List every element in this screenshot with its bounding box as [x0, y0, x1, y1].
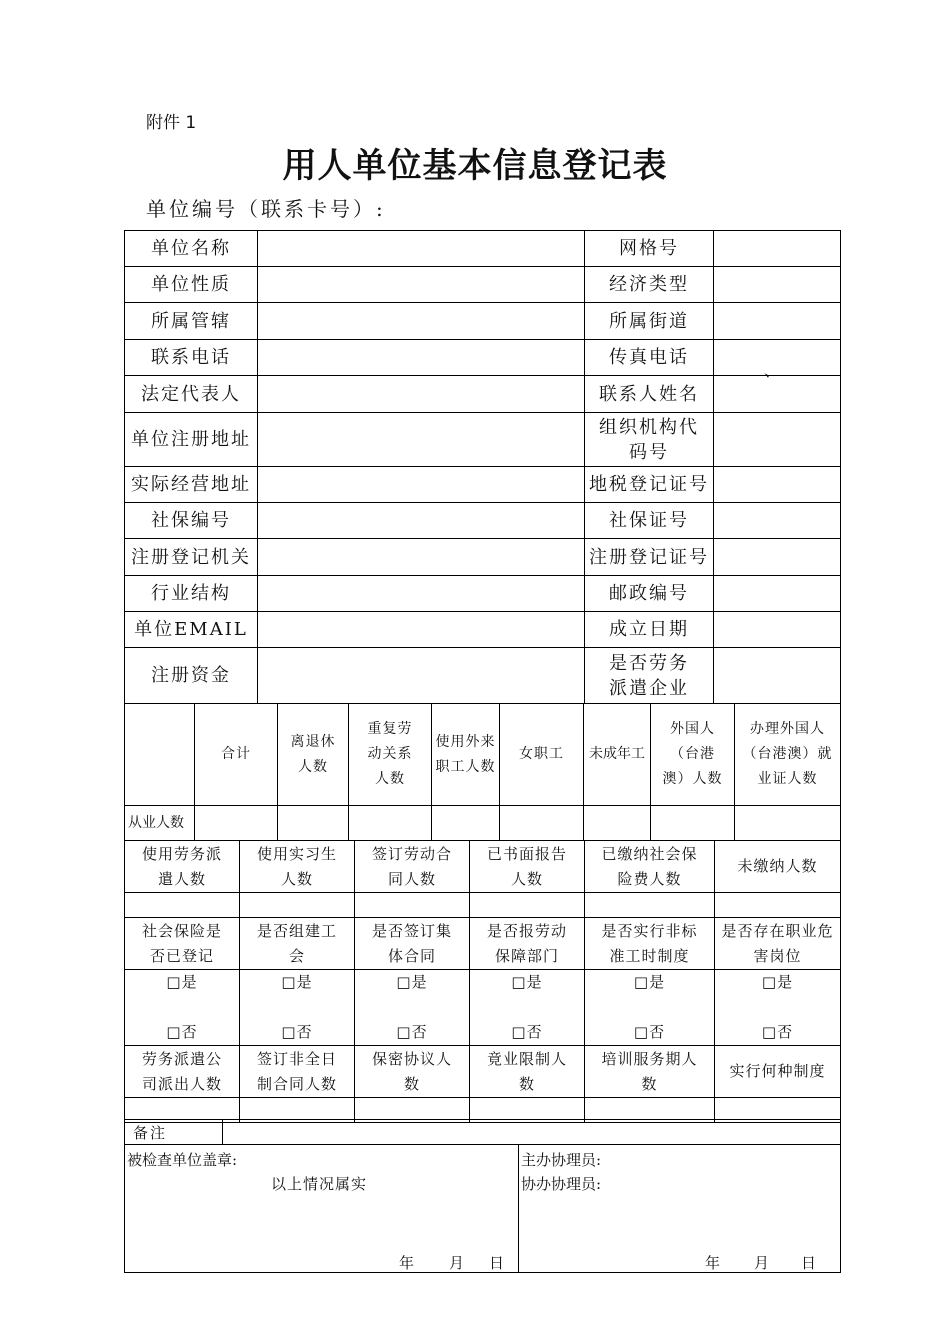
form-title: 用人单位基本信息登记表 [282, 146, 668, 186]
employment-count-field[interactable] [651, 806, 735, 841]
no-checkbox[interactable]: □否 [166, 1023, 198, 1041]
info-value-field[interactable] [714, 467, 841, 503]
info-value-field[interactable] [258, 231, 585, 267]
yesno-header: 是否组建工会 [240, 918, 355, 970]
yesno-choice-row [125, 970, 841, 1046]
employment-count-field[interactable] [278, 806, 349, 841]
info-value-field[interactable] [714, 376, 841, 413]
info-value-field[interactable] [714, 303, 841, 340]
info-value-field[interactable] [258, 576, 585, 612]
date-month: 月 [449, 1254, 465, 1272]
yesno-choice [355, 970, 470, 1046]
employment-row-label: 从业人数 [125, 806, 195, 841]
info-row [125, 467, 841, 503]
info-label: 注册登记机关 [125, 539, 258, 576]
info-row [125, 648, 841, 704]
info-label: 单位名称 [125, 231, 258, 267]
info-label: 法定代表人 [125, 376, 258, 413]
signature-row [125, 1145, 841, 1273]
count-field[interactable] [355, 893, 470, 918]
yes-checkbox[interactable]: □是 [396, 973, 428, 991]
employment-count-field[interactable] [432, 806, 500, 841]
info-label: 实际经营地址 [125, 467, 258, 503]
yesno-choice [125, 970, 240, 1046]
no-checkbox[interactable]: □否 [281, 1023, 313, 1041]
info-label: 是否劳务派遣企业 [585, 648, 714, 704]
contract-header: 签订非全日制合同人数 [240, 1046, 355, 1098]
seal-label: 被检查单位盖章: [127, 1151, 238, 1169]
employment-count-field[interactable] [735, 806, 841, 841]
info-value-field[interactable] [258, 503, 585, 539]
counts-header: 未缴纳人数 [715, 841, 841, 893]
employment-header: 使用外来职工人数 [432, 704, 500, 806]
info-value-field[interactable] [714, 231, 841, 267]
date-day: 日 [489, 1254, 505, 1272]
attachment-label: 附件 1 [146, 113, 197, 133]
yes-checkbox[interactable]: □是 [633, 973, 666, 991]
info-row [125, 340, 841, 376]
info-label: 单位EMAIL [125, 612, 258, 648]
count-field[interactable] [585, 893, 715, 918]
counts-value-row [125, 893, 841, 918]
info-value-field[interactable] [714, 340, 841, 376]
employment-header: 未成年工 [584, 704, 651, 806]
employment-header: 离退休人数 [278, 704, 349, 806]
count-field[interactable] [470, 893, 585, 918]
yesno-header: 是否报劳动保障部门 [470, 918, 585, 970]
no-checkbox[interactable]: □否 [633, 1023, 666, 1041]
info-value-field[interactable] [714, 413, 841, 467]
employment-header: 合计 [195, 704, 278, 806]
date-day: 日 [801, 1254, 817, 1272]
counts-header: 使用劳务派遣人数 [125, 841, 240, 893]
info-label: 网格号 [585, 231, 714, 267]
seal-section [125, 1145, 519, 1273]
remarks-label: 备注 [125, 1120, 223, 1145]
remarks-field[interactable] [223, 1120, 841, 1145]
stray-mark: 、 [764, 361, 781, 380]
info-value-field[interactable] [258, 376, 585, 413]
employment-count-field[interactable] [195, 806, 278, 841]
info-value-field[interactable] [258, 303, 585, 340]
count-field[interactable] [715, 893, 841, 918]
count-field[interactable] [240, 893, 355, 918]
info-value-field[interactable] [258, 539, 585, 576]
info-value-field[interactable] [714, 267, 841, 303]
no-checkbox[interactable]: □否 [396, 1023, 428, 1041]
yesno-header: 是否签订集体合同 [355, 918, 470, 970]
info-label: 经济类型 [585, 267, 714, 303]
counts-header: 使用实习生人数 [240, 841, 355, 893]
no-checkbox[interactable]: □否 [511, 1023, 543, 1041]
info-value-field[interactable] [714, 612, 841, 648]
employment-header: 女职工 [500, 704, 584, 806]
info-label: 注册登记证号 [585, 539, 714, 576]
info-label: 社保证号 [585, 503, 714, 539]
assistant-label: 协办协理员: [521, 1175, 602, 1193]
yesno-header: 是否存在职业危害岗位 [715, 918, 841, 970]
contract-header: 竟业限制人数 [470, 1046, 585, 1098]
contract-header: 实行何种制度 [715, 1046, 841, 1098]
yesno-choice [240, 970, 355, 1046]
info-label: 地税登记证号 [585, 467, 714, 503]
info-row [125, 303, 841, 340]
employment-header: 外国人（台港澳）人数 [651, 704, 735, 806]
info-value-field[interactable] [258, 648, 585, 704]
info-label: 所属管辖 [125, 303, 258, 340]
coordinator-section [519, 1145, 841, 1273]
organizer-label: 主办协理员: [521, 1151, 602, 1169]
date-year: 年 [399, 1254, 415, 1272]
info-label: 成立日期 [585, 612, 714, 648]
employment-header-row [125, 704, 841, 806]
employment-count-field[interactable] [500, 806, 584, 841]
info-label: 行业结构 [125, 576, 258, 612]
basic-info-table [124, 230, 841, 704]
date-month: 月 [754, 1254, 770, 1272]
info-row [125, 612, 841, 648]
yesno-choice [470, 970, 585, 1046]
yesno-choice [585, 970, 715, 1046]
info-row [125, 539, 841, 576]
info-label: 组织机构代码号 [585, 413, 714, 467]
employment-data-row [125, 806, 841, 841]
info-row [125, 576, 841, 612]
contract-header: 保密协议人数 [355, 1046, 470, 1098]
employment-count-field[interactable] [584, 806, 651, 841]
yes-checkbox[interactable]: □是 [281, 973, 313, 991]
info-value-field[interactable] [714, 503, 841, 539]
info-label: 单位注册地址 [125, 413, 258, 467]
employment-header: 重复劳动关系人数 [349, 704, 432, 806]
yes-checkbox[interactable]: □是 [166, 973, 198, 991]
info-label: 联系电话 [125, 340, 258, 376]
unit-number-label: 单位编号（联系卡号）: [146, 197, 386, 221]
counts-header: 已缴纳社会保险费人数 [585, 841, 715, 893]
employment-count-field[interactable] [349, 806, 432, 841]
yesno-header: 社会保险是否已登记 [125, 918, 240, 970]
counts-header-row [125, 841, 841, 893]
info-row [125, 267, 841, 303]
info-label: 注册资金 [125, 648, 258, 704]
info-row [125, 503, 841, 539]
info-label: 邮政编号 [585, 576, 714, 612]
counts-header: 签订劳动合同人数 [355, 841, 470, 893]
counts-header: 已书面报告人数 [470, 841, 585, 893]
info-value-field[interactable] [258, 340, 585, 376]
employment-table [124, 703, 841, 841]
info-value-field[interactable] [714, 539, 841, 576]
remarks-row [125, 1120, 841, 1145]
contract-header: 培训服务期人数 [585, 1046, 715, 1098]
corner-cell [125, 704, 195, 806]
info-value-field[interactable] [258, 413, 585, 467]
info-value-field[interactable] [258, 612, 585, 648]
remarks-signature-table [124, 1119, 841, 1273]
contract-header: 劳务派遣公司派出人数 [125, 1046, 240, 1098]
info-label: 单位性质 [125, 267, 258, 303]
info-label: 社保编号 [125, 503, 258, 539]
date-year: 年 [705, 1254, 721, 1272]
info-label: 所属街道 [585, 303, 714, 340]
confirm-text: 以上情况属实 [271, 1175, 368, 1193]
no-checkbox[interactable]: □否 [761, 1023, 794, 1041]
info-value-field[interactable] [258, 267, 585, 303]
info-row [125, 231, 841, 267]
info-label: 传真电话 [585, 340, 714, 376]
contract-header-row [125, 1046, 841, 1098]
yesno-choice [715, 970, 841, 1046]
info-row [125, 413, 841, 467]
info-row [125, 376, 841, 413]
info-value-field[interactable] [714, 576, 841, 612]
yes-checkbox[interactable]: □是 [511, 973, 543, 991]
labor-details-table [124, 840, 841, 1123]
count-field[interactable] [125, 893, 240, 918]
yes-checkbox[interactable]: □是 [761, 973, 794, 991]
yesno-header-row [125, 918, 841, 970]
info-label: 联系人姓名 [585, 376, 714, 413]
info-value-field[interactable] [258, 467, 585, 503]
yesno-header: 是否实行非标准工时制度 [585, 918, 715, 970]
info-value-field[interactable] [714, 648, 841, 704]
employment-header: 办理外国人（台港澳）就业证人数 [735, 704, 841, 806]
